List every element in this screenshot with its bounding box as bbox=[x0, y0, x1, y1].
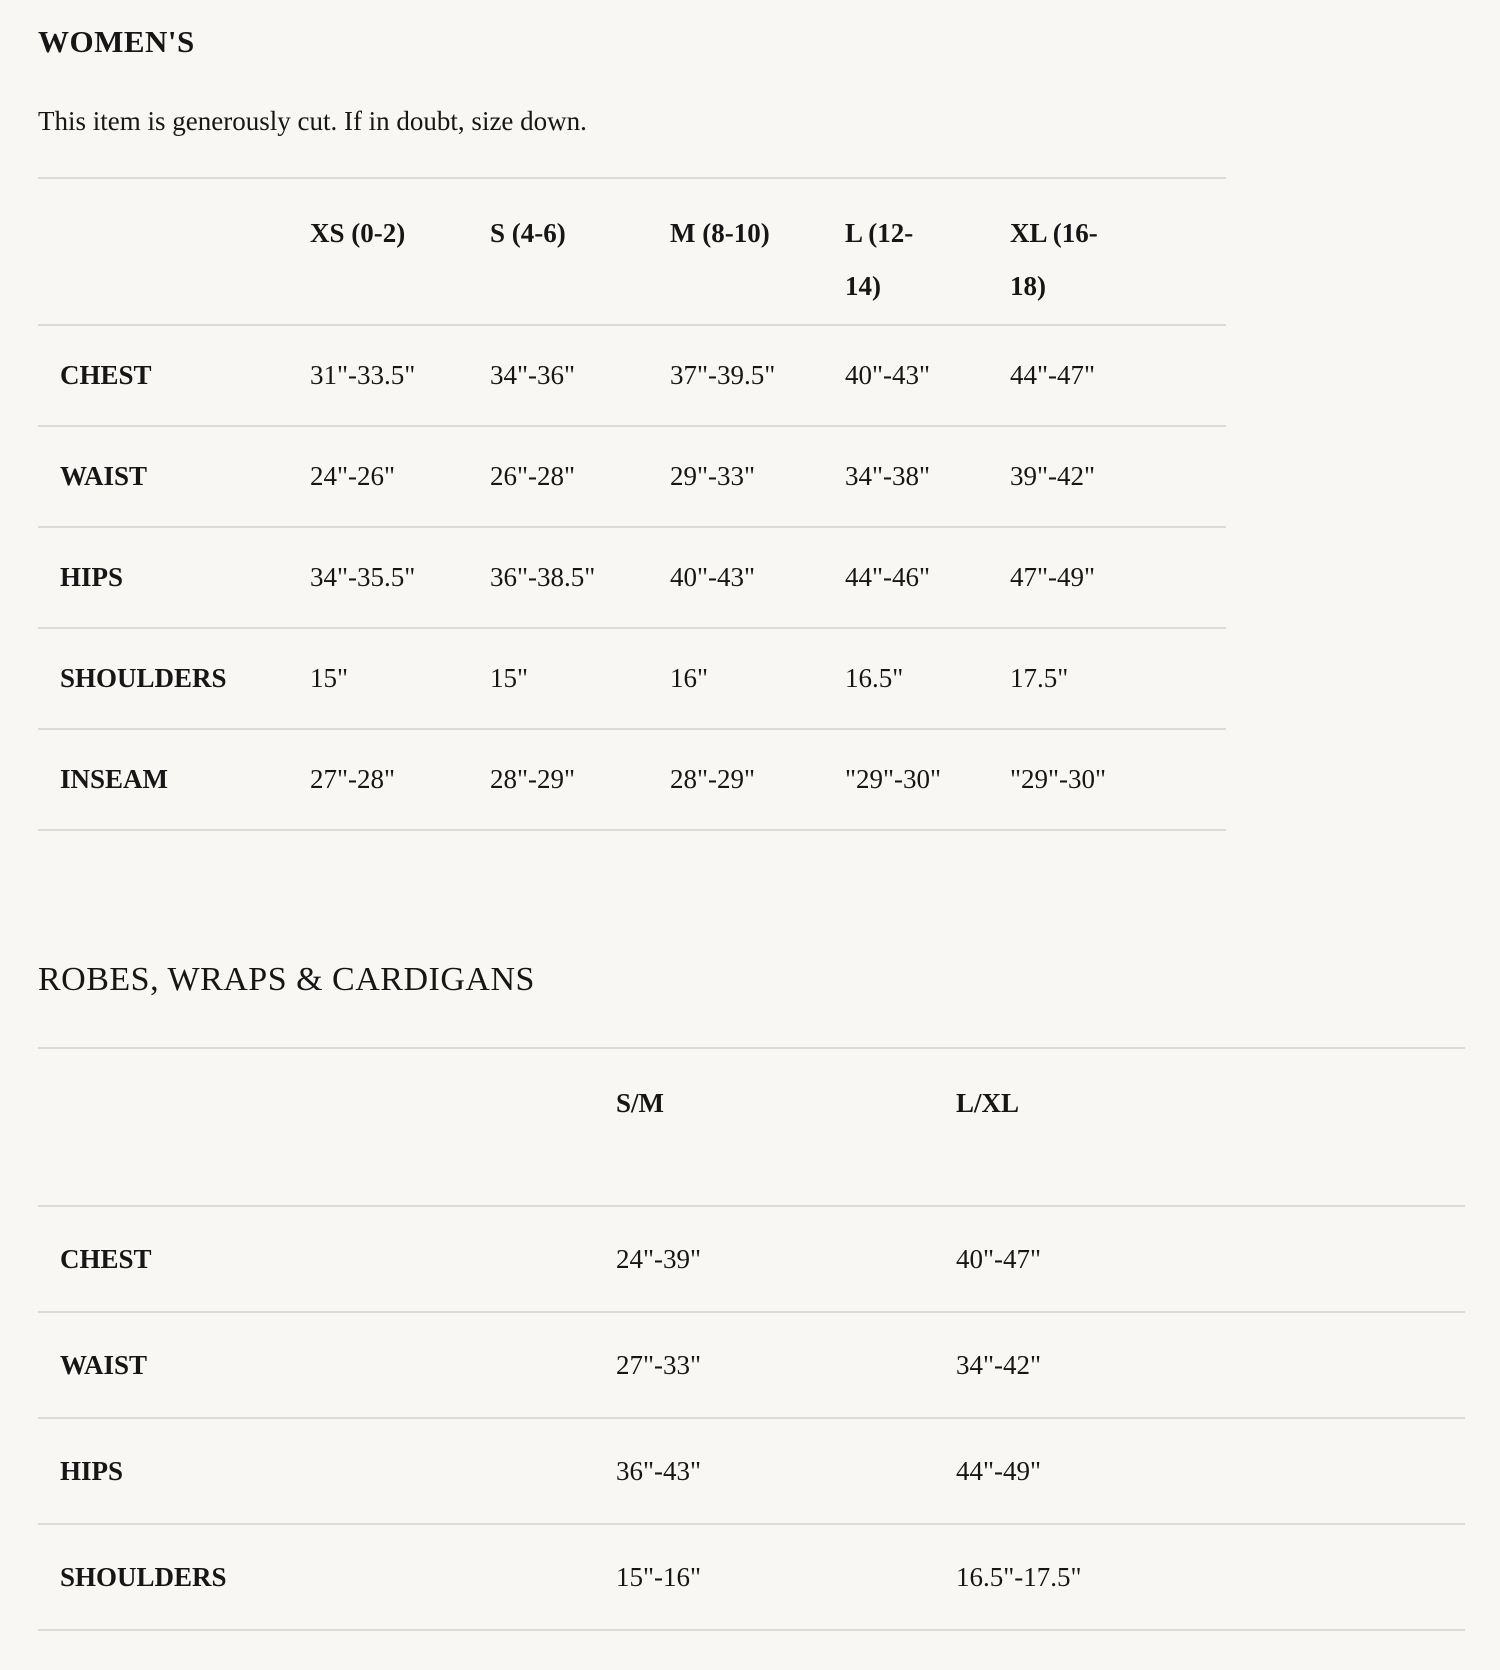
column-header-lxl: L/XL bbox=[956, 1088, 1020, 1118]
size-cell: 36"-38.5" bbox=[490, 562, 596, 592]
size-cell: 37"-39.5" bbox=[670, 360, 776, 390]
table-row-waist bbox=[38, 1312, 1465, 1418]
size-cell: 16.5" bbox=[845, 663, 904, 693]
row-label: CHEST bbox=[60, 1243, 152, 1274]
column-header-xs: XS (0-2) bbox=[310, 218, 406, 248]
size-cell: 27"-28" bbox=[310, 764, 396, 794]
column-header-s: S (4-6) bbox=[490, 218, 566, 248]
column-header-m: M (8-10) bbox=[670, 218, 770, 248]
size-cell: 28"-29" bbox=[670, 764, 756, 794]
size-cell: 34"-42" bbox=[956, 1349, 1042, 1380]
size-cell: 44"-49" bbox=[956, 1455, 1042, 1486]
row-label: WAIST bbox=[60, 461, 148, 491]
robes-table-header-row bbox=[38, 1048, 1465, 1206]
size-cell: 17.5" bbox=[1010, 663, 1069, 693]
size-cell: 16" bbox=[670, 663, 709, 693]
column-header-l: L (12-14) bbox=[845, 218, 914, 301]
row-label: SHOULDERS bbox=[60, 663, 227, 693]
table-row-shoulders bbox=[38, 628, 1226, 729]
size-cell: 24"-26" bbox=[310, 461, 396, 491]
size-cell: 40"-43" bbox=[845, 360, 931, 390]
size-cell: 47"-49" bbox=[1010, 562, 1096, 592]
size-cell: 34"-35.5" bbox=[310, 562, 416, 592]
size-cell: 44"-47" bbox=[1010, 360, 1096, 390]
size-cell: 44"-46" bbox=[845, 562, 931, 592]
size-cell: 39"-42" bbox=[1010, 461, 1096, 491]
size-cell: 34"-36" bbox=[490, 360, 576, 390]
size-cell: 27"-33" bbox=[616, 1349, 702, 1380]
table-row-waist bbox=[38, 426, 1226, 527]
size-cell: 29"-33" bbox=[670, 461, 756, 491]
size-cell: 40"-43" bbox=[670, 562, 756, 592]
column-header-sm: S/M bbox=[616, 1088, 665, 1118]
column-header-blank bbox=[38, 178, 310, 325]
row-label: HIPS bbox=[60, 562, 124, 592]
size-cell: 16.5"-17.5" bbox=[956, 1561, 1082, 1592]
table-row-hips bbox=[38, 1418, 1465, 1524]
row-label: WAIST bbox=[60, 1349, 148, 1380]
womens-size-table bbox=[38, 177, 1226, 831]
table-row-chest bbox=[38, 325, 1226, 426]
robes-size-table bbox=[38, 1047, 1465, 1631]
table-row-hips bbox=[38, 527, 1226, 628]
robes-section-heading: ROBES, WRAPS & CARDIGANS bbox=[38, 961, 535, 998]
size-cell: 31"-33.5" bbox=[310, 360, 416, 390]
column-header-xl: XL (16-18) bbox=[1010, 218, 1098, 301]
row-label: INSEAM bbox=[60, 764, 169, 794]
size-cell: 15" bbox=[490, 663, 529, 693]
size-cell: 15" bbox=[310, 663, 349, 693]
row-label: CHEST bbox=[60, 360, 152, 390]
row-label: SHOULDERS bbox=[60, 1561, 227, 1592]
row-label: HIPS bbox=[60, 1455, 124, 1486]
size-cell: 28"-29" bbox=[490, 764, 576, 794]
size-cell: 24"-39" bbox=[616, 1243, 702, 1274]
size-cell: 36"-43" bbox=[616, 1455, 702, 1486]
size-cell: 34"-38" bbox=[845, 461, 931, 491]
sizing-note: This item is generously cut. If in doubt, size down. bbox=[38, 106, 587, 136]
size-cell: 15"-16" bbox=[616, 1561, 702, 1592]
table-row-chest bbox=[38, 1206, 1465, 1312]
size-cell: 26"-28" bbox=[490, 461, 576, 491]
womens-table-header-row bbox=[38, 178, 1226, 325]
table-row-shoulders bbox=[38, 1524, 1465, 1630]
size-cell: "29"-30" bbox=[845, 764, 942, 794]
size-cell: 40"-47" bbox=[956, 1243, 1042, 1274]
column-header-blank bbox=[38, 1048, 616, 1206]
table-row-inseam bbox=[38, 729, 1226, 830]
womens-section-heading: WOMEN'S bbox=[38, 24, 195, 59]
size-cell: "29"-30" bbox=[1010, 764, 1107, 794]
